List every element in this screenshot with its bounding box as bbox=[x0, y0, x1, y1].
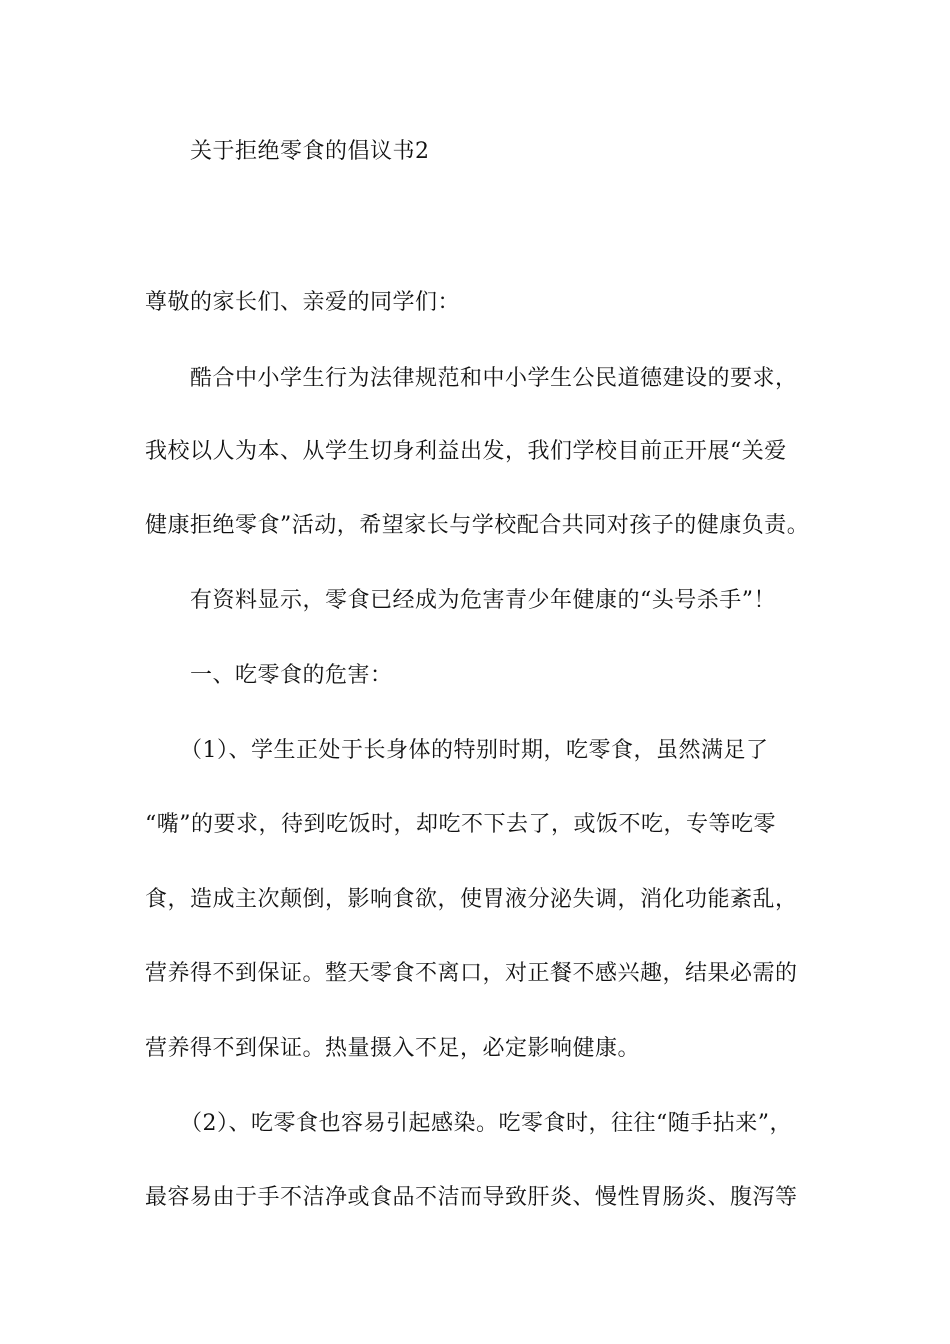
section-heading: 一、吃零食的危害： bbox=[190, 663, 393, 688]
paragraph-line: 健康拒绝零食”活动，希望家长与学校配合共同对孩子的健康负责。 bbox=[145, 513, 810, 538]
paragraph-line: （1）、学生正处于长身体的特别时期，吃零食，虽然满足了 bbox=[180, 738, 769, 763]
paragraph-line: 营养得不到保证。热量摄入不足，必定影响健康。 bbox=[145, 1036, 641, 1061]
salutation: 尊敬的家长们、亲爱的同学们： bbox=[145, 290, 461, 315]
paragraph-line: “嘴”的要求，待到吃饭时，却吃不下去了，或饭不吃，专等吃零 bbox=[145, 812, 776, 837]
paragraph-line: 营养得不到保证。整天零食不离口，对正餐不感兴趣，结果必需的 bbox=[145, 961, 798, 986]
paragraph-line: 有资料显示，零食已经成为危害青少年健康的“头号杀手”！ bbox=[190, 588, 776, 613]
paragraph-line: 最容易由于手不洁净或食品不洁而导致肝炎、慢性胃肠炎、腹泻等 bbox=[145, 1185, 798, 1210]
paragraph-line: 我校以人为本、从学生切身利益出发，我们学校目前正开展“关爱 bbox=[145, 439, 787, 464]
paragraph-line: 酷合中小学生行为法律规范和中小学生公民道德建设的要求， bbox=[190, 366, 798, 391]
paragraph-line: 食，造成主次颠倒，影响食欲，使胃液分泌失调，消化功能紊乱， bbox=[145, 887, 798, 912]
paragraph-line: （2）、吃零食也容易引起感染。吃零食时，往往“随手拈来”， bbox=[180, 1111, 792, 1136]
document-title: 关于拒绝零食的倡议书2 bbox=[190, 139, 430, 164]
